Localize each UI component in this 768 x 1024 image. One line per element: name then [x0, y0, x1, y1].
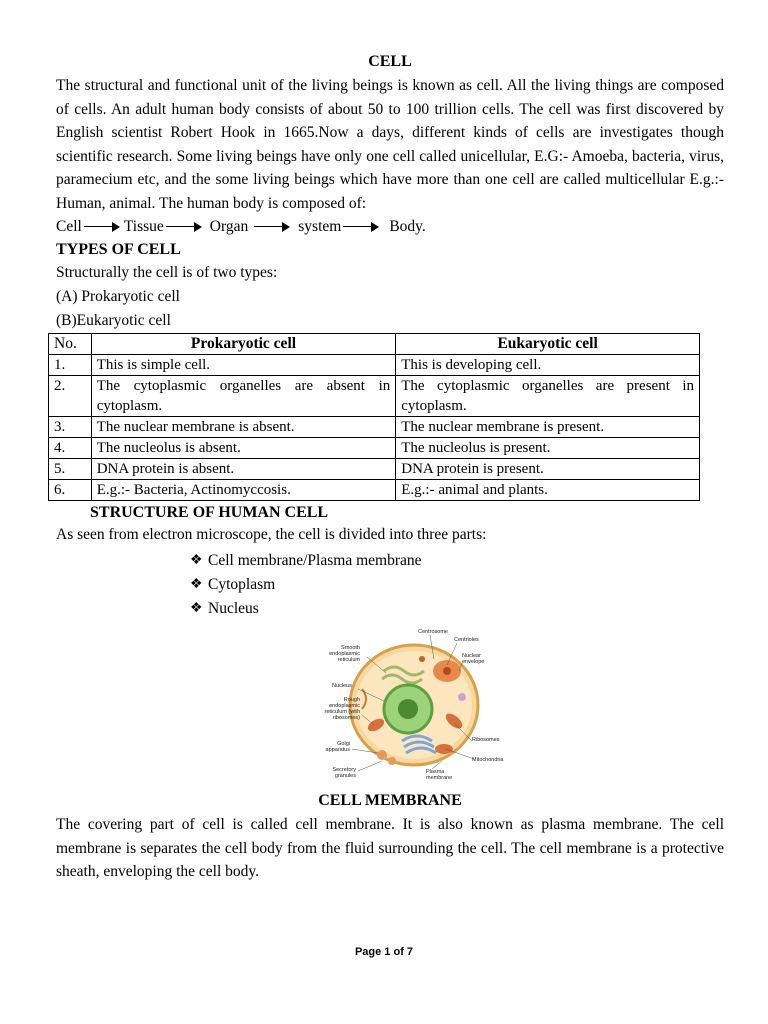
structure-heading: STRUCTURE OF HUMAN CELL — [90, 504, 329, 521]
label-nuclear-envelope: Nuclear envelope — [462, 653, 485, 665]
arrow-right-icon — [84, 222, 120, 232]
label-rough-er: Rough endoplasmic reticulum (with ribosomes) — [324, 697, 360, 721]
diamond-bullet-icon: ❖ — [190, 553, 203, 568]
diamond-bullet-icon: ❖ — [190, 577, 203, 592]
list-item-label: Cell membrane/Plasma membrane — [208, 552, 422, 569]
table-row — [49, 417, 700, 438]
flow-item: Tissue — [123, 218, 164, 235]
prokaryotic-cell: The nuclear membrane is absent. — [91, 417, 396, 438]
page-title: CELL — [368, 53, 412, 70]
page-footer: Page 1 of 7 — [354, 946, 414, 958]
types-intro: Structurally the cell is of two types: — [56, 264, 278, 281]
label-secretory-granules: Secretory granules — [332, 767, 356, 779]
label-mitochondria: Mitochondria — [472, 757, 504, 763]
prokaryotic-cell: The cytoplasmic organelles are absent in cytoplasm. — [91, 376, 396, 417]
row-number-cell: 3. — [49, 417, 92, 438]
cell-diagram — [322, 629, 502, 787]
label-smooth-er: Smooth endoplasmic reticulum — [329, 645, 360, 663]
row-number-cell: 1. — [49, 355, 92, 376]
eukaryotic-cell: E.g.:- animal and plants. — [396, 480, 700, 501]
label-centrioles: Centrioles — [454, 637, 479, 643]
list-item-label: Nucleus — [208, 600, 259, 617]
flow-item: Organ — [209, 218, 249, 235]
list-item-label: Cytoplasm — [208, 576, 276, 593]
diamond-bullet-icon: ❖ — [190, 601, 203, 616]
arrow-right-icon — [254, 222, 290, 232]
row-number-cell: 6. — [49, 480, 92, 501]
list-item — [190, 597, 724, 621]
column-header-prokaryotic: Prokaryotic cell — [91, 334, 396, 355]
structure-intro: As seen from electron microscope, the cell is divided into three parts: — [56, 526, 487, 543]
label-golgi: Golgi apparatus — [325, 741, 350, 753]
arrow-right-icon — [343, 222, 379, 232]
eukaryotic-cell: DNA protein is present. — [396, 459, 700, 480]
table-row — [49, 438, 700, 459]
type-item: (A) Prokaryotic cell — [56, 288, 180, 305]
table-row — [49, 480, 700, 501]
document-page — [56, 52, 724, 884]
prokaryotic-cell: The nucleolus is absent. — [91, 438, 396, 459]
prokaryotic-cell: This is simple cell. — [91, 355, 396, 376]
table-row — [49, 355, 700, 376]
label-ribosomes: Ribosomes — [472, 737, 500, 743]
table-row — [49, 376, 700, 417]
list-item — [190, 549, 724, 573]
eukaryotic-cell: The nucleolus is present. — [396, 438, 700, 459]
row-number-cell: 4. — [49, 438, 92, 459]
types-heading: TYPES OF CELL — [56, 241, 181, 258]
intro-paragraph: The structural and functional unit of the living beings is known as cell. All the living things are composed of cells. An adult human body consists of about 50 to 100 trillion cells. The cell was first discovered by English scientist Robert Hook in 1665.Now a days, different kinds of cells are investigates though scientific research. Some living beings have only one cell called unicellular, E.G:- Amoeba, bacteria, virus, paramecium etc, and the some living beings which have more than one cell are called multicellular E.g.:- Human, animal. The human body is composed of: — [56, 77, 724, 212]
prokaryotic-cell: DNA protein is absent. — [91, 459, 396, 480]
eukaryotic-cell: The cytoplasmic organelles are present in cytoplasm. — [396, 376, 700, 417]
flow-item: system — [298, 218, 342, 235]
comparison-table — [48, 333, 700, 501]
eukaryotic-cell: The nuclear membrane is present. — [396, 417, 700, 438]
table-header-row — [49, 334, 700, 355]
list-item — [190, 573, 724, 597]
label-nucleus: Nucleus — [332, 683, 352, 689]
eukaryotic-cell: This is developing cell. — [396, 355, 700, 376]
type-item: (B)Eukaryotic cell — [56, 312, 171, 329]
prokaryotic-cell: E.g.:- Bacteria, Actinomyccosis. — [91, 480, 396, 501]
body-hierarchy-flow — [56, 215, 724, 239]
flow-item: Body. — [389, 218, 426, 235]
arrow-right-icon — [166, 222, 202, 232]
column-header-no: No. — [49, 334, 92, 355]
flow-item: Cell — [56, 218, 82, 235]
row-number-cell: 2. — [49, 376, 92, 417]
column-header-eukaryotic: Eukaryotic cell — [396, 334, 700, 355]
membrane-heading: CELL MEMBRANE — [318, 792, 462, 809]
cell-parts-list — [190, 549, 724, 621]
row-number-cell: 5. — [49, 459, 92, 480]
label-centrosome: Centrosome — [418, 629, 448, 635]
membrane-paragraph: The covering part of cell is called cell membrane. It is also known as plasma membrane. The cell membrane is separates the cell body from the fluid surrounding the cell. The cell membrane is a protective sheath, enveloping the cell body. — [56, 816, 724, 880]
table-row — [49, 459, 700, 480]
label-plasma-membrane: Plasma membrane — [426, 769, 453, 781]
